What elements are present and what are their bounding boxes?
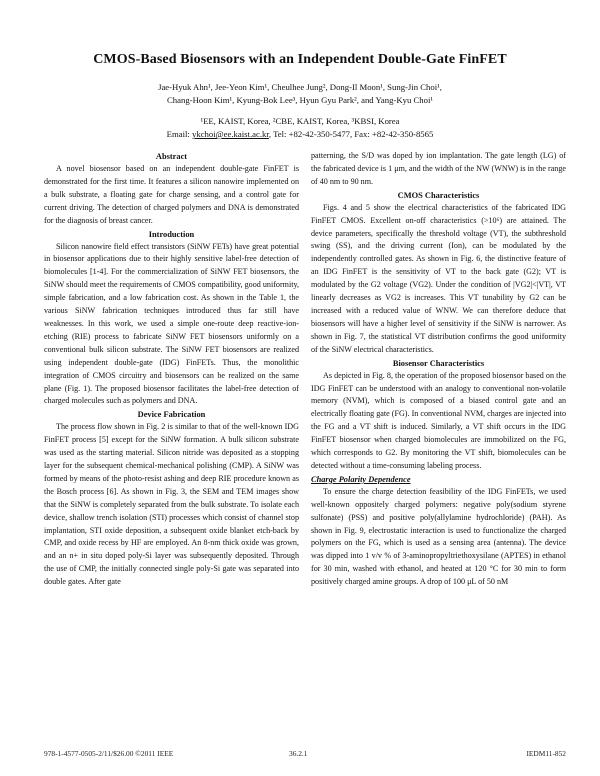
contact-line [60, 128, 540, 141]
left-column [44, 150, 299, 589]
cmos-text: Figs. 4 and 5 show the electrical characteristics of the fabricated IDG FinFET CMOS. Excellent on-off characteristics (>10⁶) are attained. The device parameters, specifically the threshold voltage (VT), the subthreshold swing (SS), and the driving current (Ion), can be modulated by the independently controlled gates. As shown in Fig. 6, the distinctive feature of an IDG FinFET is the sensitivity of VT to the back gate (G2); VT is modulated by the G2 voltage (VG2). Under the condition of |VG2|<|VT|, VT linearly decreases as VG2 is increases. This VT tunability by G2 can be increased with a reduced value of WNW. We can therefore deduce that biosensors will have a higher level of sensitivity if the SiNW is narrower. As shown in Fig. 7, the statistical VT distribution confirms the good uniformity of the SiNW electrical characteristics. [311, 202, 566, 354]
email-link[interactable]: ykchoi@ee.kaist.ac.kr [192, 129, 269, 139]
paper-title: CMOS-Based Biosensors with an Independent Double-Gate FinFET [93, 52, 507, 67]
fabrication-text: The process flow shown in Fig. 2 is similar to that of the well-known IDG FinFET process [5] except for the SiNW formation. A bulk silicon substrate was used as the starting material. Silicon nitride was deposited as a stopping layer for the subsequent chemical-mechanical polishing (CMP). A SiNW was formed by means of the photo-resist ashing and deep RIE procedure known as the Bosch process [6]. As shown in Fig. 3, the SEM and TEM images show that the SiNW is completely separated from the bulk substrate. To isolate each device, shallow trench isolation (STI) processes which consist of channel stop implantation, STI oxide deposition, a subsequent oxide blanket etch-back by CMP, and oxide recess by HF are employed. An 8-nm thick oxide was grown, and an n+ in situ doped poly-Si layer was subsequently deposited. Through the use of CMP, the initially connected single poly-Si gate was separated into double gates. After gate [44, 422, 299, 587]
abstract-text: A novel biosensor based on an independent double-gate FinFET is demonstrated for the first time. It features a silicon nanowire implemented on a bulk substrate, a floating gate for charge sensing, and a control gate for current driving. The detection of charged polymers and DNA is demonstrated for the diagnosis of breast cancer. [44, 164, 299, 225]
fabrication-heading: Device Fabrication [137, 410, 206, 420]
affiliation-block [60, 115, 540, 141]
biosensor-text: As depicted in Fig. 8, the operation of the proposed biosensor based on the IDG FinFET can be understood with an analogy to conventional non-volatile memory (NVM), which is composed of a biased control gate and an electrically floating gate (FG). In conventional NVM, charges are injected into the FG and a VT shift is induced. Similarly, a VT shift occurs in the IDG FinFET biosensor when charged biomolecules are immobilized on the FG, which corresponds to G2. By monitoring the VT shift, biomolecules can be detected without a time-consuming labeling process. [311, 370, 566, 470]
right-column [311, 150, 566, 589]
phone-fax: , Tel: +82-42-350-5477, Fax: +82-42-350-8565 [268, 129, 434, 139]
cmos-heading: CMOS Characteristics [397, 190, 480, 200]
authors-line-2: Chang-Hoon Kim¹, Kyung-Bok Lee³, Hyun Gyu Park², and Yang-Kyu Choi¹ [167, 95, 433, 105]
biosensor-heading: Biosensor Characteristics [392, 358, 485, 368]
email-label: Email: [166, 129, 190, 139]
fabrication-continued-text: patterning, the S/D was doped by ion implantation. The gate length (LG) of the fabricated device is 1 μm, and the width of the NW (WNW) is in the range of 40 nm to 90 nm. [311, 151, 566, 186]
abstract-heading: Abstract [155, 152, 188, 161]
footer-section-number: 36.2.1 [289, 749, 308, 758]
introduction-heading: Introduction [148, 229, 195, 239]
charge-polarity-heading: Charge Polarity Dependence [311, 474, 411, 484]
affiliation: ¹EE, KAIST, Korea, ²CBE, KAIST, Korea, ³KBSI, Korea [200, 116, 400, 126]
authors-line-1: Jae-Hyuk Ahn¹, Jee-Yeon Kim¹, Cheulhee Jung², Dong-Il Moon¹, Sung-Jin Choi¹, [158, 82, 442, 92]
footer-copyright: 978-1-4577-0505-2/11/$26.00 ©2011 IEEE [44, 749, 174, 758]
footer-page-number: IEDM11-852 [526, 749, 566, 758]
charge-polarity-text: To ensure the charge detection feasibility of the IDG FinFETs, we used well-known oppositely charged polymers: negative poly(sodium styrene sulfonate) (PSS) and positive poly(allylamine hydrochloride) (PAH). As shown in Fig. 9, electrostatic interaction is used to functionalize the charged polymers on the FG, which is used as a sensing area (antenna). The device was dipped into 1 v/v % of 3-aminopropyltriethoxysilane (APTES) in ethanol for 30 min, washed with ethanol, and heated at 120 °C for 30 min to form positively charged amine groups. A drop of 100 μL of 50 nM [311, 486, 566, 587]
introduction-text: Silicon nanowire field effect transistors (SiNW FETs) have great potential in biosensor applications due to their highly sensitive label-free detection of biomolecules [1-4]. For the commercialization of SiNW FET biosensors, the SiNW should meet the requirements of CMOS compatibility, good uniformity, simple fabrication, and a low fabrication cost. As shown in the Table 1, the various SiNW fabrication techniques introduced thus far still have weaknesses. In this work, we used a simple one-route deep reactive-ion-etching (RIE) process to fabricate SiNW FET biosensors uniformly on a conventional bulk silicon substrate. The SiNW FET biosensors are realized using independent double-gate (IDG) FinFETs. Thus, the monolithic integration of CMOS circuitry and biosensors can be realized on the same plane (Fig. 1). The proposed biosensor facilitates the label-free detection of charged molecules such as polymers and DNA. [44, 241, 299, 406]
author-list [60, 81, 540, 107]
